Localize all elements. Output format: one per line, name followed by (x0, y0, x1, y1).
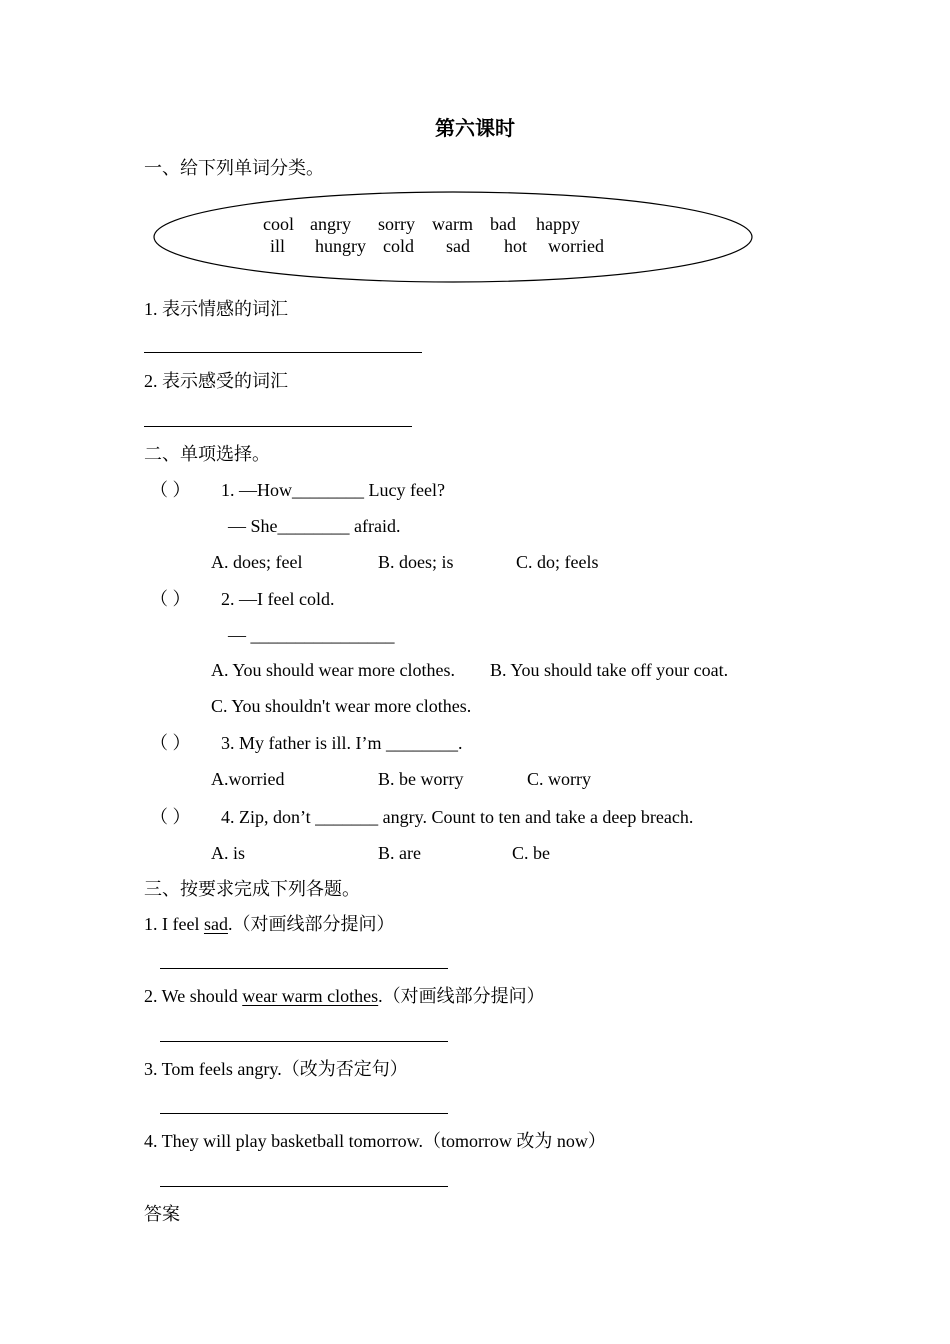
word-bank-word: hot (504, 236, 528, 256)
answer-line[interactable] (160, 1041, 448, 1042)
answers-heading: 答案 (144, 1204, 180, 1224)
transform-question-3: 3. Tom feels angry.（改为否定句） (144, 1059, 408, 1079)
mc-question-1-reply: — She________ afraid. (228, 516, 401, 536)
answer-paren[interactable]: （ ） (150, 589, 191, 609)
word-bank-word: ill (270, 236, 286, 256)
underlined-part: wear warm clothes (242, 986, 379, 1006)
word-bank-word: bad (490, 214, 516, 234)
word-bank-word: warm (432, 214, 473, 234)
answer-paren[interactable]: （ ） (150, 733, 191, 753)
answer-line[interactable] (144, 426, 412, 427)
mc-option-c: C. You shouldn't wear more clothes. (211, 696, 472, 716)
section2-heading: 二、单项选择。 (144, 444, 270, 464)
word-bank-word: cool (263, 214, 294, 234)
mc-option-a: A. does; feel (211, 552, 303, 572)
section1-heading: 一、给下列单词分类。 (144, 158, 324, 178)
word-bank-word: angry (310, 214, 351, 234)
mc-option-a: A. is (211, 843, 246, 863)
word-bank-word: happy (536, 214, 580, 234)
section3-heading: 三、按要求完成下列各题。 (144, 879, 360, 899)
answer-line[interactable] (160, 1113, 448, 1114)
mc-question-3: 3. My father is ill. I’m ________. (221, 733, 463, 753)
mc-option-a: A. You should wear more clothes. (211, 660, 455, 680)
mc-option-b: B. are (378, 843, 421, 863)
word-bank-word: sorry (378, 214, 415, 234)
transform-question-2 (144, 987, 545, 1005)
section1-question-1: 1. 表示情感的词汇 (144, 299, 288, 319)
answer-line[interactable] (160, 1186, 448, 1187)
mc-option-b: B. does; is (378, 552, 454, 572)
section1-question-2: 2. 表示感受的词汇 (144, 371, 288, 391)
mc-option-a: A.worried (211, 769, 285, 789)
word-bank-word: cold (383, 236, 414, 256)
answer-paren[interactable]: （ ） (150, 480, 191, 500)
mc-option-c: C. be (512, 843, 550, 863)
word-bank-word: worried (548, 236, 604, 256)
word-bank-word: hungry (315, 236, 366, 256)
mc-question-2-reply: — ________________ (228, 625, 395, 645)
question-instruction: .（对画线部分提问） (378, 986, 545, 1006)
answer-line[interactable] (144, 352, 422, 353)
mc-option-b: B. be worry (378, 769, 464, 789)
mc-option-c: C. worry (527, 769, 591, 789)
mc-question-1: 1. —How________ Lucy feel? (221, 480, 445, 500)
mc-option-b: B. You should take off your coat. (490, 660, 729, 680)
page-title: 第六课时 (435, 118, 515, 140)
answer-line[interactable] (160, 968, 448, 969)
transform-question-4: 4. They will play basketball tomorrow.（tomorrow 改为 now） (144, 1131, 606, 1151)
mc-option-c: C. do; feels (516, 552, 599, 572)
word-bank-word: sad (446, 236, 470, 256)
underlined-part: sad (203, 914, 228, 934)
question-instruction: .（对画线部分提问） (227, 914, 395, 934)
answer-paren[interactable]: （ ） (150, 807, 191, 827)
question-text: 1. I feel (144, 914, 204, 934)
transform-question-1 (144, 915, 394, 933)
mc-question-2: 2. —I feel cold. (221, 589, 335, 609)
question-text: 2. We should (144, 986, 243, 1006)
mc-question-4: 4. Zip, don’t _______ angry. Count to ten and take a deep breach. (221, 807, 694, 827)
